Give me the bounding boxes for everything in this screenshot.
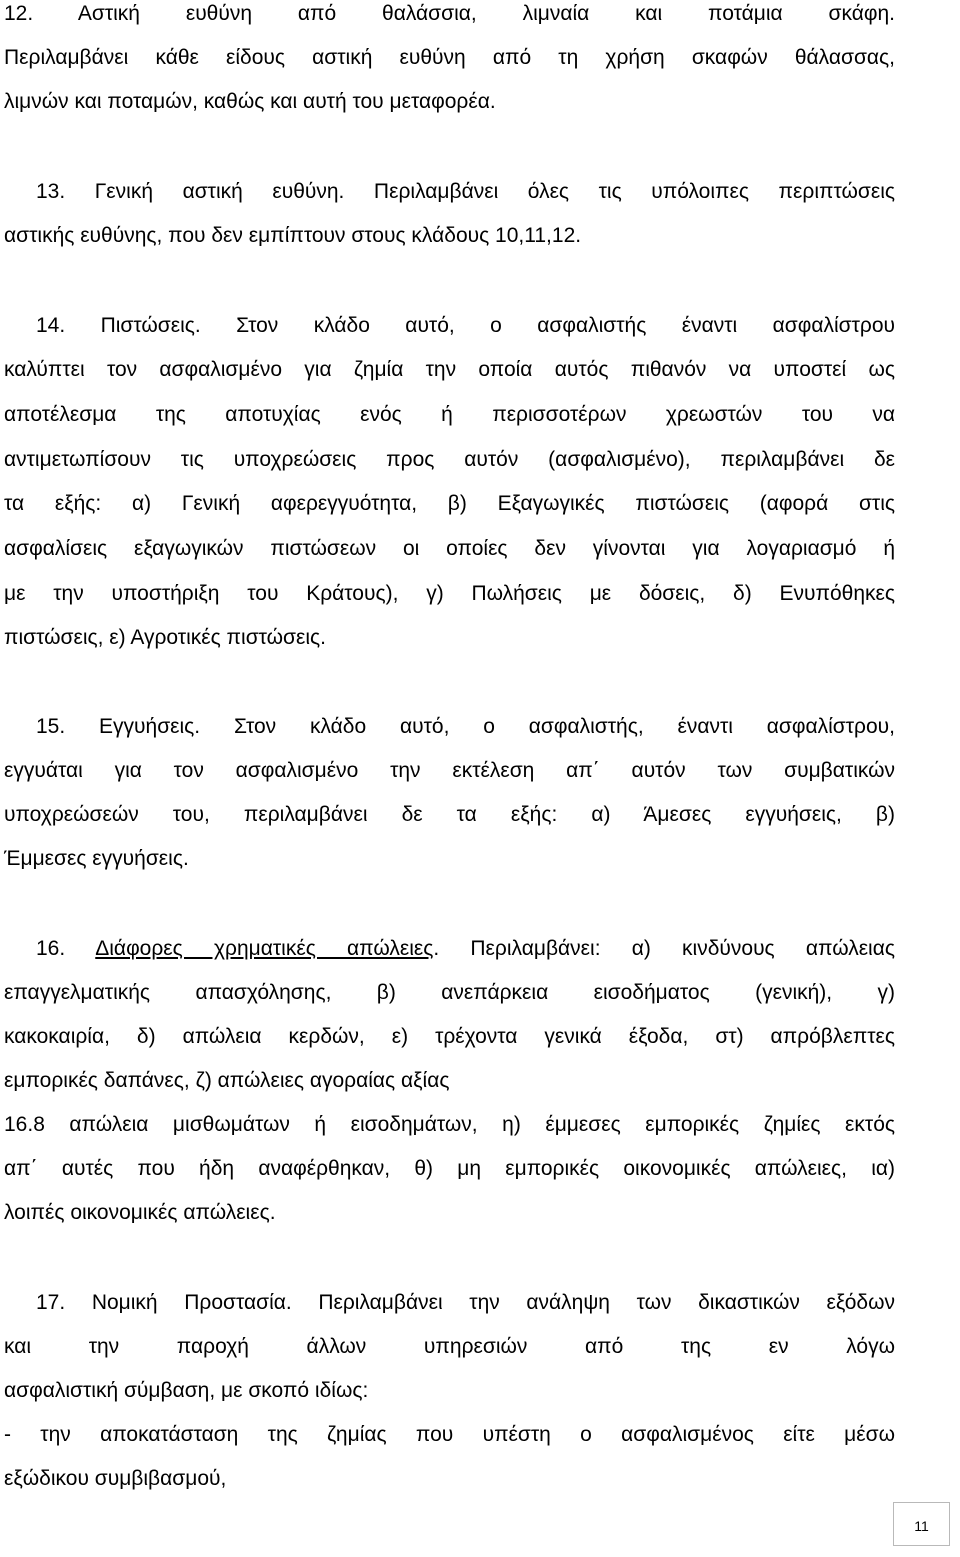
text-line-heading-16 xyxy=(36,937,895,961)
text-line: λιμνών και ποταμών, καθώς και αυτή του μεταφορέα. xyxy=(4,90,496,113)
text-line: και την παροχή άλλων υπηρεσιών από της εν λόγω xyxy=(4,1335,895,1358)
text-line: τα εξής: α) Γενική αφερεγγυότητα, β) Εξαγωγικές πιστώσεις (αφορά στις xyxy=(4,492,895,515)
text-line: ασφαλίσεις εξαγωγικών πιστώσεων οι οποίες δεν γίνονται για λογαριασμό ή xyxy=(4,537,895,560)
text-line: κακοκαιρία, δ) απώλεια κερδών, ε) τρέχοντα γενικά έξοδα, στ) απρόβλεπτες xyxy=(4,1025,895,1048)
text-line: λοιπές οικονομικές απώλειες. xyxy=(4,1201,276,1224)
text-line: με την υποστήριξη του Κράτους), γ) Πωλήσεις με δόσεις, δ) Ενυπόθηκες xyxy=(4,582,895,605)
text-line: Έμμεσες εγγυήσεις. xyxy=(4,847,189,870)
page-number: 11 xyxy=(914,1517,929,1534)
text-line: επαγγελματικής απασχόλησης, β) ανεπάρκεια εισοδήματος (γενική), γ) xyxy=(4,981,895,1004)
text-line: εγγυάται για τον ασφαλισμένο την εκτέλεση απ΄ αυτόν των συμβατικών xyxy=(4,759,895,782)
text-line: απ΄ αυτές που ήδη αναφέρθηκαν, θ) μη εμπορικές οικονομικές απώλειες, ια) xyxy=(4,1157,895,1180)
text-line: καλύπτει τον ασφαλισμένο για ζημία την οποία αυτός πιθανόν να υποστεί ως xyxy=(4,358,895,381)
underlined-heading: Διάφορες χρηματικές απώλειες xyxy=(95,937,434,960)
text-line: εμπορικές δαπάνες, ζ) απώλειες αγοραίας αξίας xyxy=(4,1069,450,1092)
text-line: 12. Αστική ευθύνη από θαλάσσια, λιμναία και ποτάμια σκάφη. xyxy=(4,2,895,25)
text-line: 16.8 απώλεια μισθωμάτων ή εισοδημάτων, η) έμμεσες εμπορικές ζημίες εκτός xyxy=(4,1113,895,1136)
text-line: αστικής ευθύνης, που δεν εμπίπτουν στους κλάδους 10,11,12. xyxy=(4,224,582,247)
page-number-box xyxy=(893,1502,950,1546)
text-line: 13. Γενική αστική ευθύνη. Περιλαμβάνει όλες τις υπόλοιπες περιπτώσεις xyxy=(36,180,895,203)
text-line: αντιμετωπίσουν τις υποχρεώσεις προς αυτόν (ασφαλισμένο), περιλαμβάνει δε xyxy=(4,448,895,471)
text-line: εξώδικου συμβιβασμού, xyxy=(4,1467,227,1490)
text-line: αποτέλεσμα της αποτυχίας ενός ή περισσοτέρων χρεωστών του να xyxy=(4,403,895,426)
heading-prefix: 16. xyxy=(36,937,96,960)
text-line: υποχρεώσεών του, περιλαμβάνει δε τα εξής: α) Άμεσες εγγυήσεις, β) xyxy=(4,803,895,826)
text-line: 14. Πιστώσεις. Στον κλάδο αυτό, ο ασφαλιστής έναντι ασφαλίστρου xyxy=(36,314,895,337)
text-line: - την αποκατάσταση της ζημίας που υπέστη ο ασφαλισμένος είτε μέσω xyxy=(4,1423,895,1446)
text-line: 17. Νομική Προστασία. Περιλαμβάνει την ανάληψη των δικαστικών εξόδων xyxy=(36,1291,895,1314)
text-line: 15. Εγγυήσεις. Στον κλάδο αυτό, ο ασφαλιστής, έναντι ασφαλίστρου, xyxy=(36,715,895,738)
text-line: ασφαλιστική σύμβαση, με σκοπό ιδίως: xyxy=(4,1379,369,1402)
text-line: πιστώσεις, ε) Αγροτικές πιστώσεις. xyxy=(4,626,327,649)
heading-rest: . Περιλαμβάνει: α) κινδύνους απώλειας xyxy=(433,937,895,960)
text-line: Περιλαμβάνει κάθε είδους αστική ευθύνη από τη χρήση σκαφών θάλασσας, xyxy=(4,46,895,69)
